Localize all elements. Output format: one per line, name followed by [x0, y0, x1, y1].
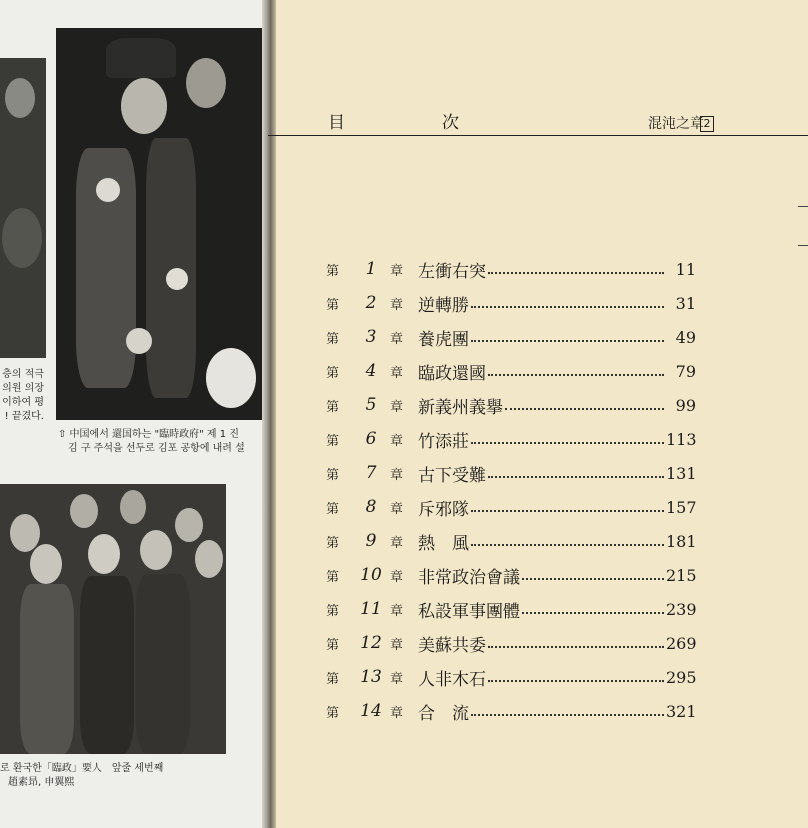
- photo-arrival-garlands: [56, 28, 264, 420]
- chapter-suffix: 章: [390, 433, 404, 449]
- chapter-suffix: 章: [390, 399, 404, 415]
- chapter-suffix: 章: [390, 263, 404, 279]
- chapter-number: 12: [360, 633, 382, 653]
- chapter-title: 養虎團: [418, 329, 469, 350]
- toc-entry[interactable]: [326, 252, 696, 286]
- chapter-title: 古下受難: [418, 465, 486, 486]
- page-number: 215: [666, 565, 697, 585]
- table-of-contents: [326, 252, 696, 728]
- chapter-prefix: 第: [326, 535, 340, 551]
- dot-leader: [471, 509, 664, 512]
- chapter-suffix: 章: [390, 297, 404, 313]
- dot-leader: [505, 407, 664, 410]
- toc-entry[interactable]: [326, 456, 696, 490]
- chapter-number: 3: [365, 327, 377, 347]
- toc-entry[interactable]: [326, 286, 696, 320]
- left-page: [0, 0, 268, 828]
- caption-top-left: [0, 368, 44, 424]
- page-number: 181: [666, 531, 697, 551]
- chapter-prefix: 第: [326, 297, 340, 313]
- chapter-number: 8: [365, 497, 377, 517]
- caption-line: 의원 의장: [2, 383, 44, 394]
- chapter-title: 新義州義擧: [418, 397, 503, 418]
- chapter-prefix: 第: [326, 365, 340, 381]
- chapter-number: 13: [360, 667, 382, 687]
- photo-crowd-partial: [0, 58, 46, 358]
- header-rule: [268, 135, 808, 136]
- toc-entry[interactable]: [326, 320, 696, 354]
- chapter-suffix: 章: [390, 603, 404, 619]
- caption-line: 이하여 평: [2, 397, 44, 408]
- toc-entry[interactable]: [326, 694, 696, 728]
- chapter-number: 4: [365, 361, 377, 381]
- dot-leader: [522, 611, 664, 614]
- toc-entry[interactable]: [326, 592, 696, 626]
- page-title: 目 次: [328, 113, 499, 133]
- toc-entry[interactable]: [326, 422, 696, 456]
- chapter-suffix: 章: [390, 331, 404, 347]
- series-title: 混沌之章: [648, 116, 704, 132]
- page-number: 79: [675, 361, 696, 381]
- book-spine: [262, 0, 276, 828]
- chapter-number: 10: [360, 565, 382, 585]
- caption-arrival: [58, 428, 245, 456]
- chapter-title: 非常政治會議: [418, 567, 520, 588]
- toc-entry[interactable]: [326, 388, 696, 422]
- page-number: 239: [666, 599, 697, 619]
- toc-entry[interactable]: [326, 490, 696, 524]
- page-number: 269: [666, 633, 697, 653]
- caption-line: 김 구 주석을 선두로 김포 공항에 내려 설: [68, 443, 245, 454]
- caption-line: 趙素昻, 申翼熙: [8, 777, 75, 788]
- page-number: 131: [666, 463, 697, 483]
- chapter-prefix: 第: [326, 467, 340, 483]
- chapter-title: 竹添莊: [418, 431, 469, 452]
- chapter-suffix: 章: [390, 501, 404, 517]
- chapter-prefix: 第: [326, 433, 340, 449]
- dot-leader: [488, 645, 664, 648]
- dot-leader: [471, 305, 664, 308]
- chapter-suffix: 章: [390, 569, 404, 585]
- chapter-number: 6: [365, 429, 377, 449]
- chapter-number: 9: [365, 531, 377, 551]
- caption-line: ⇧ 中国에서 還国하는 "臨時政府" 제 1 진: [58, 429, 239, 440]
- edge-mark: [798, 245, 808, 246]
- dot-leader: [471, 339, 664, 342]
- dot-leader: [522, 577, 664, 580]
- page-number: 99: [675, 395, 696, 415]
- caption-line: 로 환국한「臨政」要人 앞줄 세번째: [0, 763, 164, 774]
- page-number: 321: [666, 701, 697, 721]
- dot-leader: [488, 475, 664, 478]
- dot-leader: [471, 543, 664, 546]
- page-number: 157: [666, 497, 697, 517]
- chapter-title: 逆轉勝: [418, 295, 469, 316]
- chapter-suffix: 章: [390, 705, 404, 721]
- chapter-number: 5: [365, 395, 377, 415]
- chapter-prefix: 第: [326, 331, 340, 347]
- chapter-prefix: 第: [326, 263, 340, 279]
- chapter-title: 左衝右突: [418, 261, 486, 282]
- chapter-title: 斥邪隊: [418, 499, 469, 520]
- toc-entry[interactable]: [326, 660, 696, 694]
- toc-entry[interactable]: [326, 558, 696, 592]
- chapter-number: 11: [360, 599, 382, 619]
- chapter-number: 14: [360, 701, 382, 721]
- chapter-suffix: 章: [390, 467, 404, 483]
- page-number: 49: [675, 327, 696, 347]
- photo-group-portrait: [0, 484, 226, 754]
- dot-leader: [488, 271, 664, 274]
- dot-leader: [488, 373, 664, 376]
- chapter-prefix: 第: [326, 671, 340, 687]
- chapter-title: 臨政還國: [418, 363, 486, 384]
- chapter-prefix: 第: [326, 399, 340, 415]
- chapter-prefix: 第: [326, 569, 340, 585]
- chapter-suffix: 章: [390, 671, 404, 687]
- chapter-title: 私設軍事團體: [418, 601, 520, 622]
- edge-mark: [798, 206, 808, 207]
- dot-leader: [471, 441, 664, 444]
- toc-entry[interactable]: [326, 626, 696, 660]
- chapter-prefix: 第: [326, 603, 340, 619]
- caption-group: [0, 762, 163, 790]
- chapter-number: 2: [365, 293, 377, 313]
- page-number: 31: [675, 293, 696, 313]
- chapter-title: 熱 風: [418, 533, 469, 554]
- dot-leader: [471, 713, 664, 716]
- chapter-title: 人非木石: [418, 669, 486, 690]
- chapter-prefix: 第: [326, 637, 340, 653]
- chapter-suffix: 章: [390, 535, 404, 551]
- page-number: 11: [675, 259, 696, 279]
- chapter-suffix: 章: [390, 637, 404, 653]
- caption-line: ! 끝겼다.: [4, 411, 44, 422]
- page-number: 295: [666, 667, 697, 687]
- caption-line: 층의 적극: [2, 369, 44, 380]
- chapter-prefix: 第: [326, 705, 340, 721]
- toc-entry[interactable]: [326, 354, 696, 388]
- dot-leader: [488, 679, 664, 682]
- chapter-title: 合 流: [418, 703, 469, 724]
- page-number: 113: [666, 429, 697, 449]
- chapter-number: 1: [365, 259, 377, 279]
- chapter-title: 美蘇共委: [418, 635, 486, 656]
- chapter-number: 7: [365, 463, 377, 483]
- toc-entry[interactable]: [326, 524, 696, 558]
- chapter-prefix: 第: [326, 501, 340, 517]
- chapter-suffix: 章: [390, 365, 404, 381]
- volume-number: 2: [700, 116, 714, 132]
